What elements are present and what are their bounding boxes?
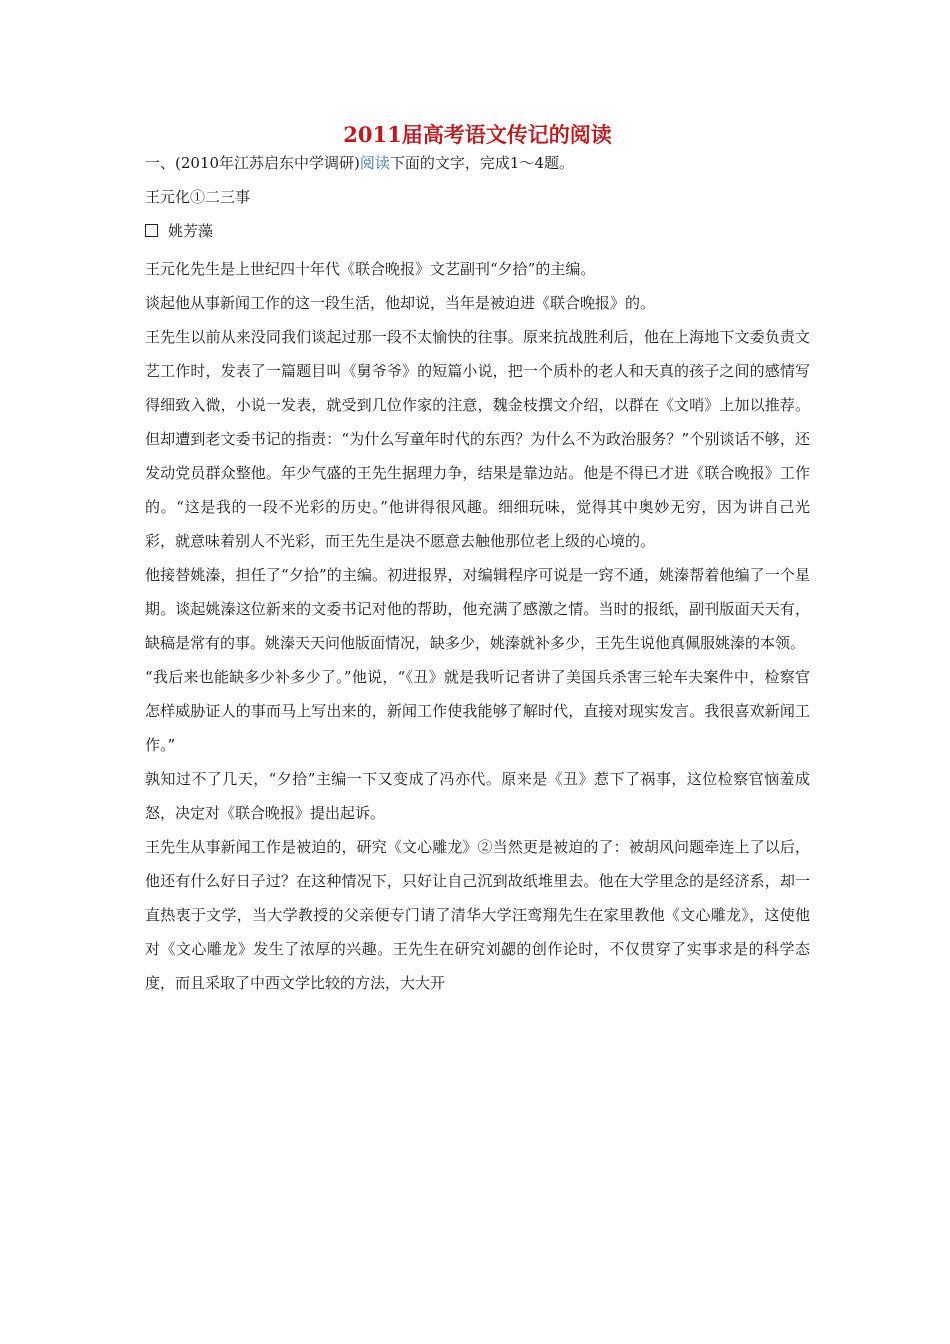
question-intro [145,150,810,176]
intro-prefix: 一、(2010年江苏启东中学调研) [145,154,360,172]
author-name: 姚芳藻 [168,222,214,240]
intro-suffix: 下面的文字，完成1～4题。 [389,154,574,172]
read-link[interactable]: 阅读 [359,154,390,172]
paragraph: 谈起他从事新闻工作的这一段生活，他却说，当年是被迫进《联合晚报》的。 [145,294,656,312]
paragraph: “我后来也能缺多少补多少了。”他说，“《丑》就是我听记者讲了美国兵杀害三轮车夫案件中，检察官怎样威胁证人的事而马上写出来的，新闻工作使我能够了解时代，直接对现实发言。我很喜欢新闻工作。” [145,668,810,754]
paragraph: 他接替姚溱，担任了“夕拾”的主编。初进报界，对编辑程序可说是一窍不通，姚溱帮着他编了一个星期。谈起姚溱这位新来的文委书记对他的帮助，他充满了感激之情。当时的报纸，副刊版面天天有，缺稿是常有的事。姚溱天天问他版面情况，缺多少，姚溱就补多少，王先生说他真佩服姚溱的本领。 [145,566,810,652]
document-title: 2011届高考语文传记的阅读 [343,122,612,147]
paragraph: 王元化先生是上世纪四十年代《联合晚报》文艺副刊“夕拾”的主编。 [145,260,596,278]
author-line [145,218,810,244]
article-title: 王元化①二三事 [145,188,251,206]
paragraph: 孰知过不了几天，“夕拾”主编一下又变成了冯亦代。原来是《丑》惹下了祸事，这位检察官恼羞成怒，决定对《联合晚报》提出起诉。 [145,770,810,822]
document-body [145,120,810,1000]
paragraph: 王先生从事新闻工作是被迫的，研究《文心雕龙》②当然更是被迫的了：被胡风问题牵连上了以后，他还有什么好日子过？在这种情况下，只好让自己沉到故纸堆里去。他在大学里念的是经济系，却一直热衷于文学，当大学教授的父亲便专门请了清华大学汪鸾翔先生在家里教他《文心雕龙》，这使他对《文心雕龙》发生了浓厚的兴趣。王先生在研究刘勰的创作论时，不仅贯穿了实事求是的科学态度，而且采取了中西文学比较的方法，大大开 [145,838,810,992]
box-icon [145,224,158,237]
paragraph: 王先生以前从来没同我们谈起过那一段不太愉快的往事。原来抗战胜利后，他在上海地下文委负责文艺工作时，发表了一篇题目叫《舅爷爷》的短篇小说，把一个质朴的老人和天真的孩子之间的感情写得细致入微，小说一发表，就受到几位作家的注意，魏金枝撰文介绍，以群在《文哨》上加以推荐。但却遭到老文委书记的指责：“为什么写童年时代的东西？为什么不为政治服务？”个别谈话不够，还发动党员群众整他。年少气盛的王先生据理力争，结果是靠边站。他是不得已才进《联合晚报》工作的。“这是我的一段不光彩的历史。”他讲得很风趣。细细玩味，觉得其中奥妙无穷，因为讲自己光彩，就意味着别人不光彩，而王先生是决不愿意去触他那位老上级的心境的。 [145,328,810,550]
